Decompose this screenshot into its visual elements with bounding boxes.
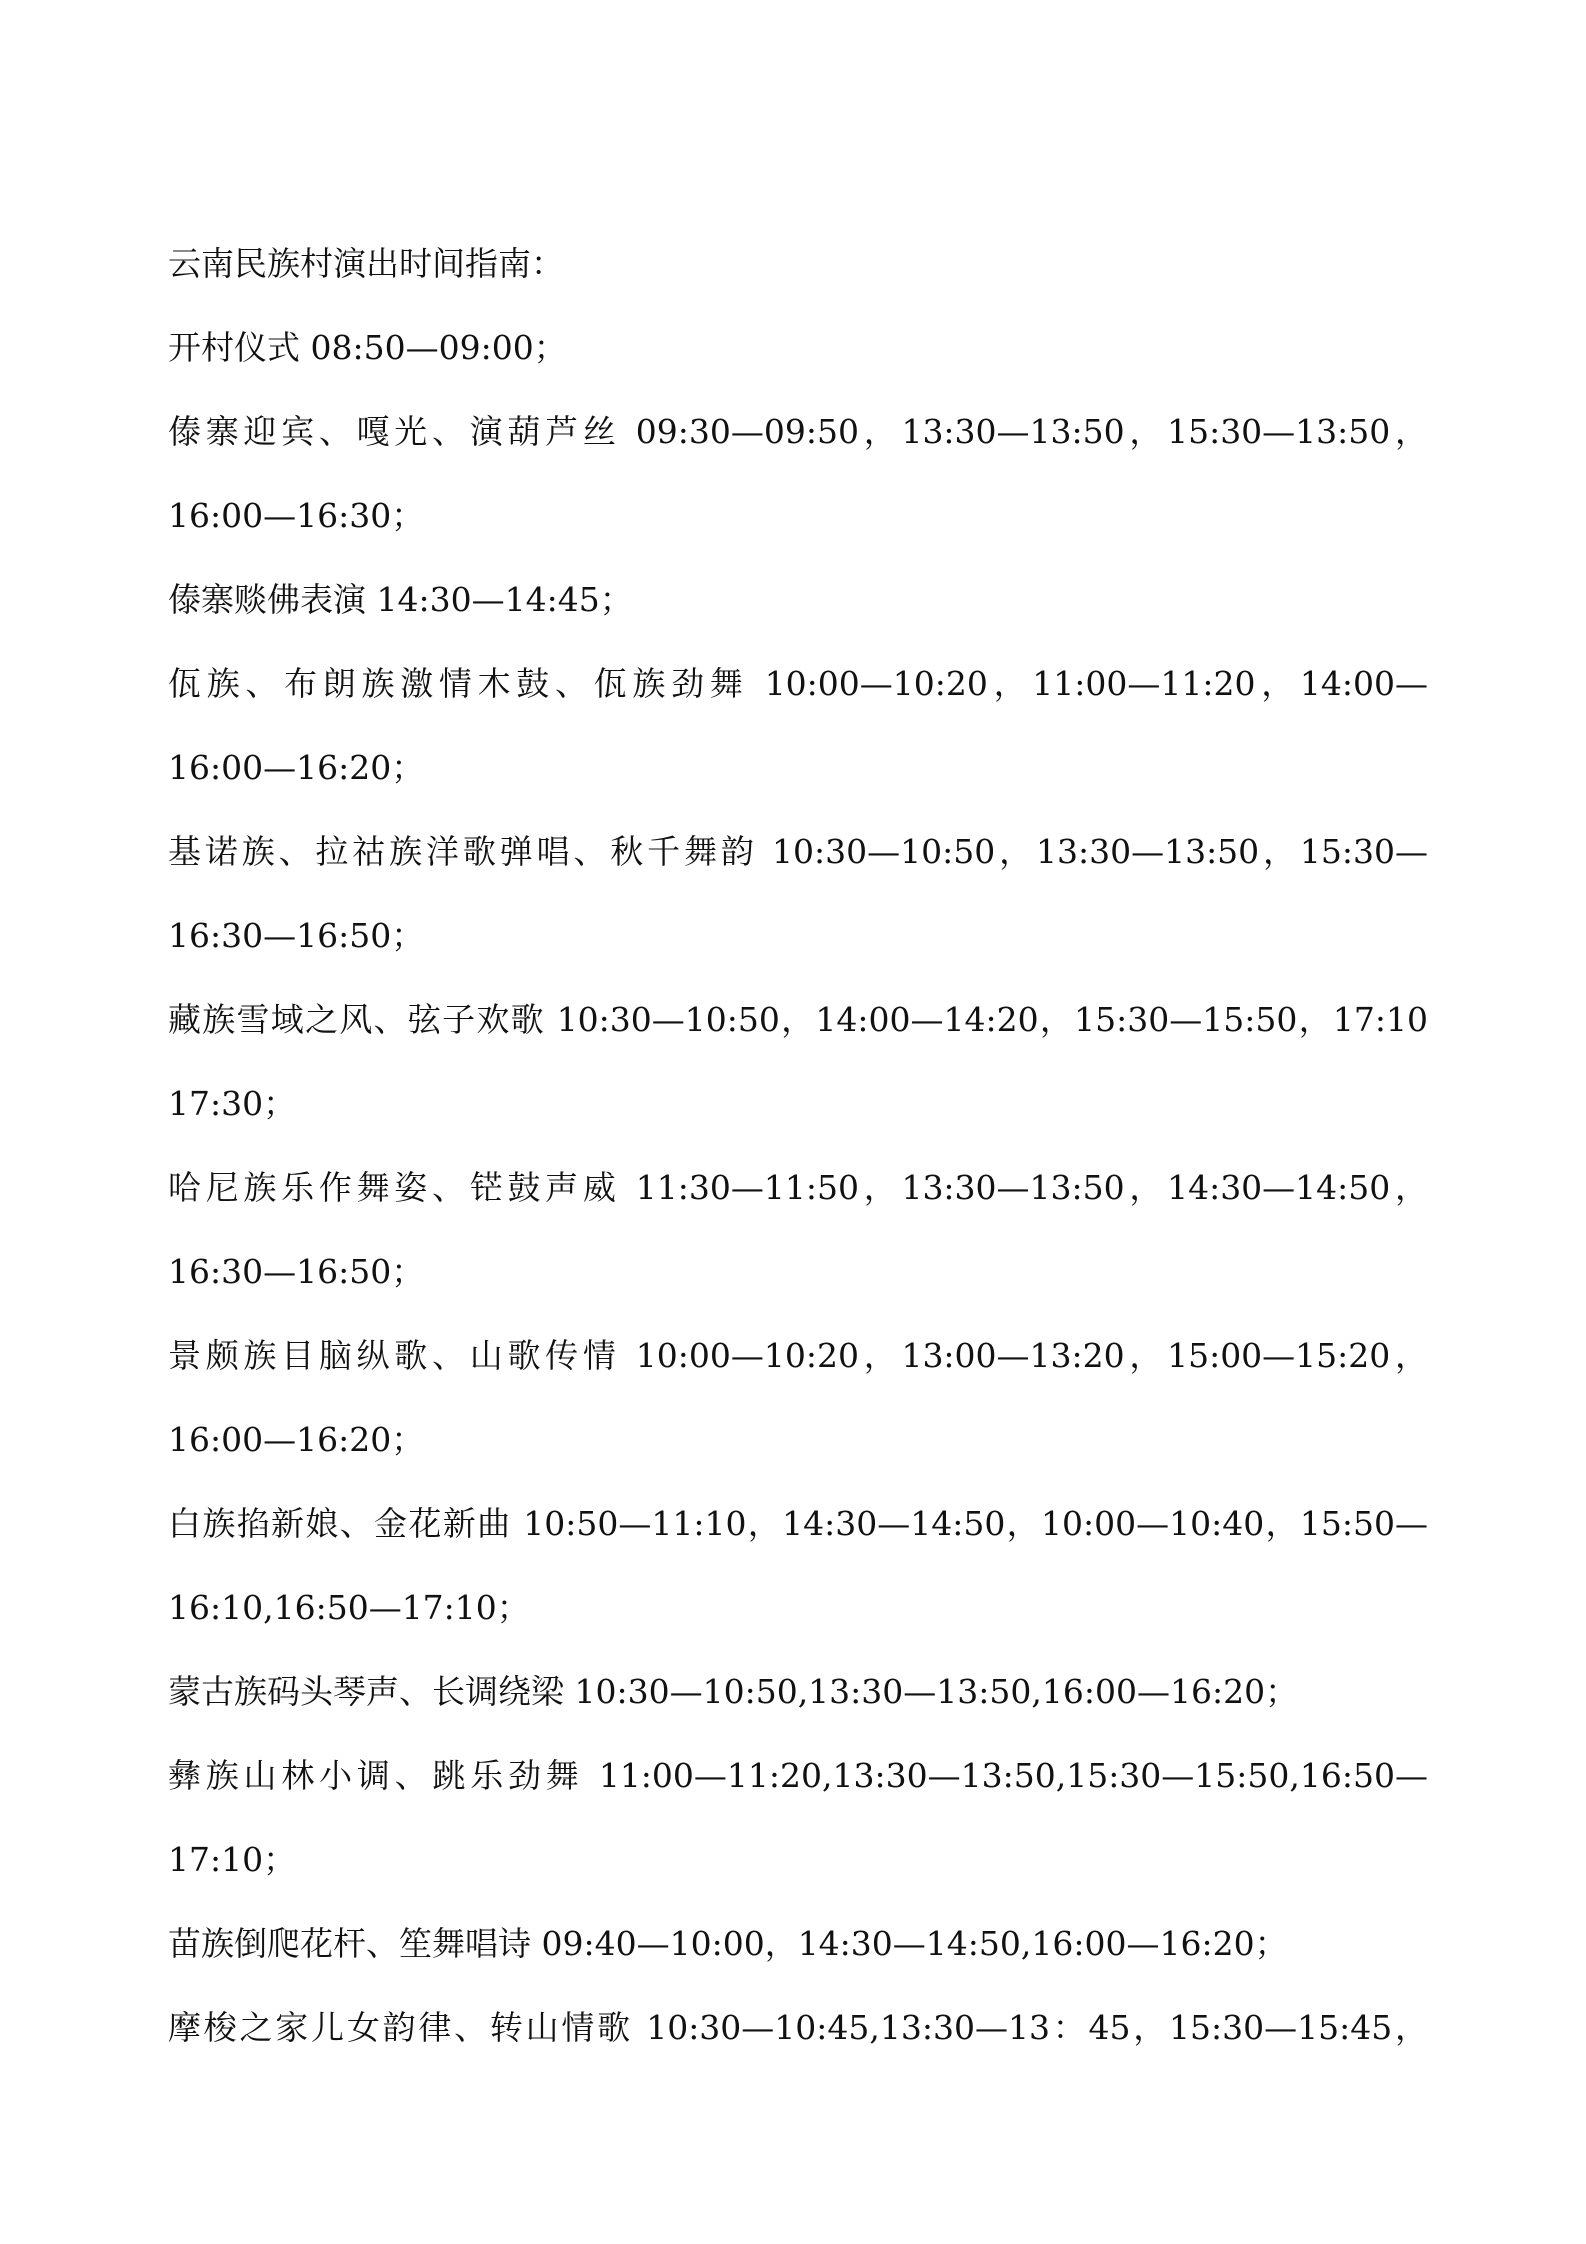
schedule-line: 16:00—16:30； [168,496,425,535]
schedule-line: 16:30—16:50； [168,1252,425,1291]
schedule-line: 彝族山林小调、跳乐劲舞 11:00—11:20,13:30—13:50,15:30—15:50,16:50— [168,1756,1428,1795]
schedule-line: 苗族倒爬花杆、笙舞唱诗 09:40—10:00，14:30—14:50,16:00—16:20； [168,1924,1288,1963]
schedule-line: 藏族雪域之风、弦子欢歌 10:30—10:50，14:00—14:20，15:30—15:50，17:10 [168,1000,1428,1039]
schedule-line: 蒙古族码头琴声、长调绕梁 10:30—10:50,13:30—13:50,16:00—16:20； [168,1672,1299,1711]
schedule-line: 白族掐新娘、金花新曲 10:50—11:10，14:30—14:50，10:00—10:40，15:50— [168,1504,1428,1543]
document-body [168,222,1428,2070]
schedule-line: 开村仪式 08:50—09:00； [168,328,567,367]
schedule-line: 傣寨迎宾、嘎光、演葫芦丝 09:30—09:50，13:30—13:50，15:30—13:50， [168,412,1428,451]
document-title: 云南民族村演出时间指南： [168,244,564,283]
schedule-line: 傣寨赕佛表演 14:30—14:45； [168,580,633,619]
schedule-line: 16:30—16:50； [168,916,425,955]
schedule-line: 17:10； [168,1840,297,1879]
schedule-line: 哈尼族乐作舞姿、铓鼓声威 11:30—11:50，13:30—13:50，14:30—14:50， [168,1168,1428,1207]
schedule-line: 佤族、布朗族激情木鼓、佤族劲舞 10:00—10:20，11:00—11:20，14:00— [168,664,1428,703]
schedule-line: 景颇族目脑纵歌、山歌传情 10:00—10:20，13:00—13:20，15:00—15:20， [168,1336,1428,1375]
schedule-line: 16:10,16:50—17:10； [168,1588,530,1627]
schedule-line: 16:00—16:20； [168,748,425,787]
schedule-line: 基诺族、拉祜族洋歌弹唱、秋千舞韵 10:30—10:50，13:30—13:50，15:30— [168,832,1428,871]
schedule-line: 摩梭之家儿女韵律、转山情歌 10:30—10:45,13:30—13：45，15:30—15:45， [168,2008,1428,2047]
schedule-line: 16:00—16:20； [168,1420,425,1459]
schedule-line: 17:30； [168,1084,297,1123]
